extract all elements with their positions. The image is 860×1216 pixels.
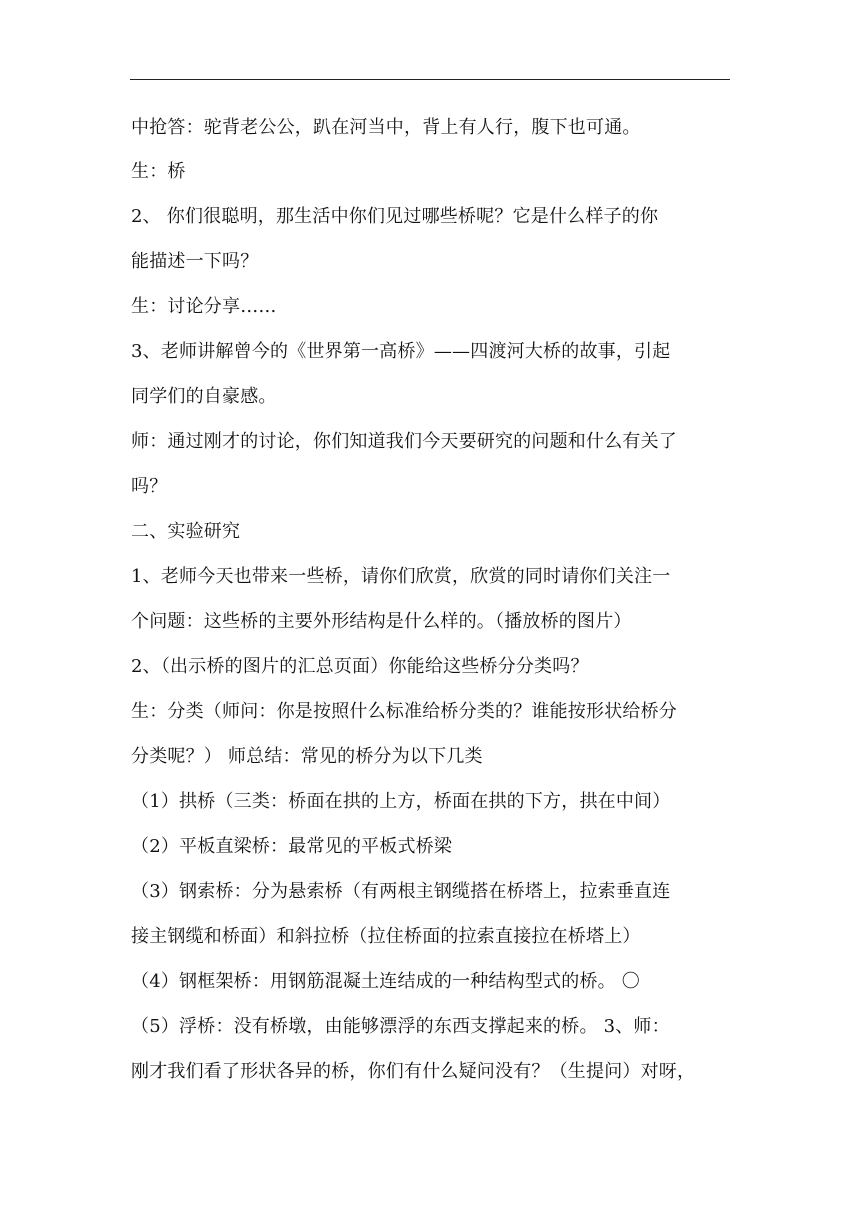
text-line: 分类呢？） 师总结：常见的桥分为以下几类 [131, 746, 483, 767]
text-line: 1、老师今天也带来一些桥，请你们欣赏，欣赏的同时请你们关注一 [131, 566, 671, 587]
text-line: 接主钢缆和桥面）和斜拉桥（拉住桥面的拉索直接拉在桥塔上） [131, 926, 641, 947]
text-line: 中抢答：驼背老公公，趴在河当中，背上有人行，腹下也可通。 [131, 117, 641, 138]
text-line: 刚才我们看了形状各异的桥，你们有什么疑问没有？（生提问）对呀， [131, 1061, 696, 1082]
text-line: （3）钢索桥：分为悬索桥（有两根主钢缆搭在桥塔上，拉索垂直连 [131, 881, 671, 902]
text-line: 2、 你们很聪明，那生活中你们见过哪些桥呢？它是什么样子的你 [131, 206, 659, 227]
text-line: （5）浮桥：没有桥墩，由能够漂浮的东西支撑起来的桥。 3、师： [131, 1016, 670, 1037]
text-line: 同学们的自豪感。 [131, 386, 277, 407]
text-line: 吗？ [131, 476, 168, 497]
text-line: （2）平板直梁桥：最常见的平板式桥梁 [131, 836, 453, 857]
text-line: 生：分类（师问：你是按照什么标准给桥分类的？谁能按形状给桥分 [131, 701, 677, 722]
text-line: 能描述一下吗？ [131, 251, 259, 272]
text-line: 个问题：这些桥的主要外形结构是什么样的。（播放桥的图片） [131, 611, 632, 632]
text-line: 生：讨论分享…… [131, 296, 277, 317]
text-line: （4）钢框架桥：用钢筋混凝土连结成的一种结构型式的桥。 〇 [131, 971, 640, 992]
text-line: 2、（出示桥的图片的汇总页面）你能给这些桥分分类吗？ [131, 656, 589, 677]
section-heading: 二、实验研究 [131, 521, 241, 542]
header-rule [130, 79, 730, 80]
text-line: 师：通过刚才的讨论，你们知道我们今天要研究的问题和什么有关了 [131, 431, 677, 452]
text-line: 3、老师讲解曾今的《世界第一高桥》——四渡河大桥的故事，引起 [131, 341, 671, 362]
text-line: （1）拱桥（三类：桥面在拱的上方，桥面在拱的下方，拱在中间） [131, 791, 671, 812]
text-line: 生：桥 [131, 161, 186, 182]
